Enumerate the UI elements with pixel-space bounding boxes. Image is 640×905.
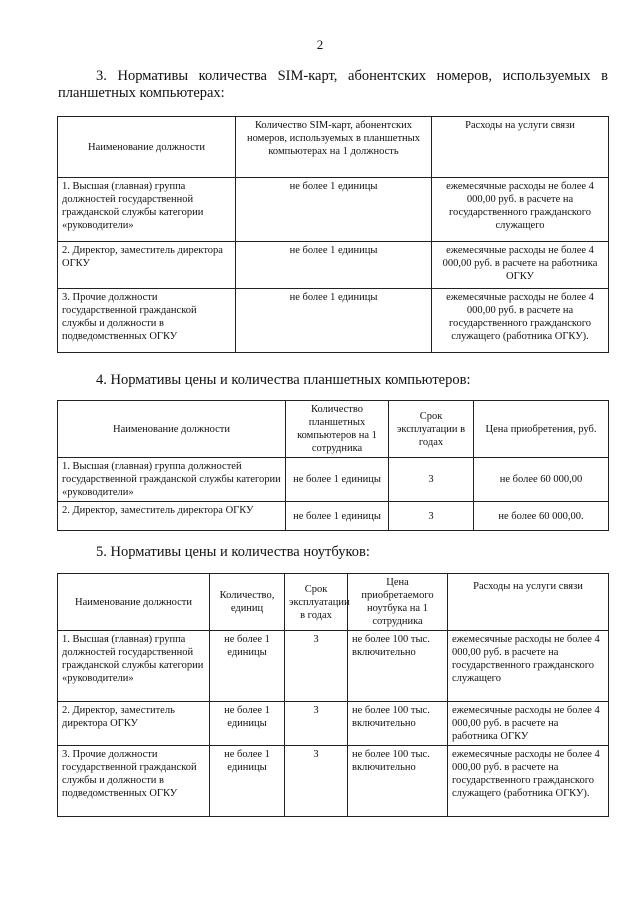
page-number: 2 — [316, 37, 324, 52]
term-cell: 3 — [389, 458, 474, 502]
term-cell: 3 — [285, 746, 348, 817]
position-cell: 1. Высшая (главная) группа должностей государственной гражданской службы категории «руководители» — [58, 458, 286, 502]
quantity-cell: не более 1 единицы — [236, 242, 432, 289]
table-header-row — [58, 117, 609, 178]
position-cell: 2. Директор, заместитель директора ОГКУ — [58, 502, 286, 531]
column-header: Наименование должности — [58, 401, 286, 458]
expense-cell: ежемесячные расходы не более 4 000,00 руб. в расчете на работника ОГКУ — [448, 702, 609, 746]
price-cell: не более 100 тыс. включительно — [348, 746, 448, 817]
section-4-heading: 4. Нормативы цены и количества планшетных компьютеров: — [96, 372, 471, 388]
quantity-cell: не более 1 единицы — [210, 631, 285, 702]
position-cell: 3. Прочие должности государственной гражданской службы и должности в подведомственных ОГКУ — [58, 289, 236, 353]
column-header: Количество, единиц — [210, 574, 285, 631]
table-row — [58, 178, 609, 242]
section-5-heading: 5. Нормативы цены и количества ноутбуков: — [96, 544, 370, 560]
table-row — [58, 289, 609, 353]
column-header: Расходы на услуги связи — [432, 117, 609, 178]
quantity-cell: не более 1 единицы — [236, 289, 432, 353]
table-row — [58, 502, 609, 531]
expense-cell: ежемесячные расходы не более 4 000,00 руб. в расчете на государственного гражданского служащего — [432, 178, 609, 242]
price-cell: не более 100 тыс. включительно — [348, 702, 448, 746]
price-cell: не более 100 тыс. включительно — [348, 631, 448, 702]
quantity-cell: не более 1 единицы — [236, 178, 432, 242]
table-row — [58, 631, 609, 702]
quantity-cell: не более 1 единицы — [286, 502, 389, 531]
term-cell: 3 — [285, 702, 348, 746]
price-cell: не более 60 000,00 — [474, 458, 609, 502]
column-header: Расходы на услуги связи — [448, 574, 609, 631]
table-header-row — [58, 401, 609, 458]
quantity-cell: не более 1 единицы — [286, 458, 389, 502]
column-header: Срок эксплуатации в годах — [389, 401, 474, 458]
column-header: Количество планшетных компьютеров на 1 сотрудника — [286, 401, 389, 458]
table-header-row — [58, 574, 609, 631]
table-row — [58, 242, 609, 289]
expense-cell: ежемесячные расходы не более 4 000,00 руб. в расчете на работника ОГКУ — [432, 242, 609, 289]
table-row — [58, 746, 609, 817]
position-cell: 2. Директор, заместитель директора ОГКУ — [58, 242, 236, 289]
expense-cell: ежемесячные расходы не более 4 000,00 руб. в расчете на государственного гражданского служащего (работника ОГКУ). — [432, 289, 609, 353]
section-3-heading: 3. Нормативы количества SIM-карт, абонентских номеров, используемых в — [96, 68, 608, 84]
price-cell: не более 60 000,00. — [474, 502, 609, 531]
column-header: Наименование должности — [58, 574, 210, 631]
term-cell: 3 — [389, 502, 474, 531]
position-cell: 1. Высшая (главная) группа должностей государственной гражданской службы категории «руководители» — [58, 631, 210, 702]
expense-cell: ежемесячные расходы не более 4 000,00 руб. в расчете на государственного гражданского служащего (работника ОГКУ). — [448, 746, 609, 817]
position-cell: 3. Прочие должности государственной гражданской службы и должности в подведомственных ОГКУ — [58, 746, 210, 817]
column-header: Срок эксплуатации в годах — [285, 574, 348, 631]
sim-cards-table — [57, 116, 609, 353]
table-row — [58, 458, 609, 502]
expense-cell: ежемесячные расходы не более 4 000,00 руб. в расчете на государственного гражданского служащего — [448, 631, 609, 702]
quantity-cell: не более 1 единицы — [210, 746, 285, 817]
laptops-table — [57, 573, 609, 817]
table-row — [58, 702, 609, 746]
column-header: Цена приобретения, руб. — [474, 401, 609, 458]
tablets-table — [57, 400, 609, 531]
position-cell: 1. Высшая (главная) группа должностей государственной гражданской службы категории «руководители» — [58, 178, 236, 242]
term-cell: 3 — [285, 631, 348, 702]
quantity-cell: не более 1 единицы — [210, 702, 285, 746]
section-3-heading-continued: планшетных компьютерах: — [58, 85, 225, 101]
position-cell: 2. Директор, заместитель директора ОГКУ — [58, 702, 210, 746]
column-header: Наименование должности — [58, 117, 236, 178]
column-header: Количество SIM-карт, абонентских номеров, используемых в планшетных компьютерах на 1 должность — [236, 117, 432, 178]
column-header: Цена приобретаемого ноутбука на 1 сотрудника — [348, 574, 448, 631]
